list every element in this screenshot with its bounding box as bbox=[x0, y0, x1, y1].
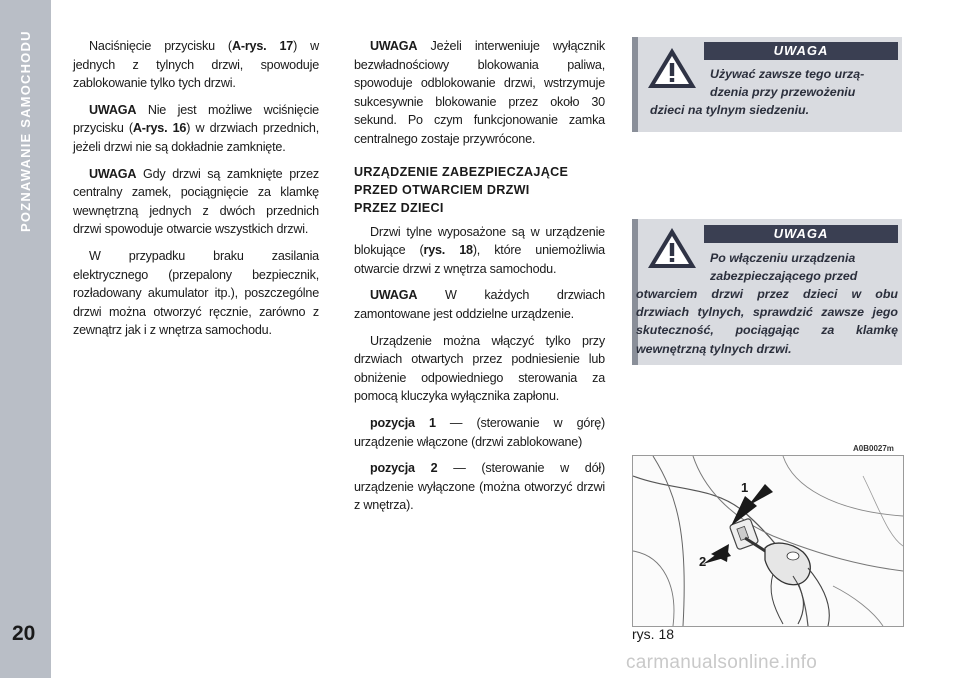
paragraph: UWAGA Jeżeli interweniuje wyłącznik bezwładnościowy blokowania paliwa, spowoduje odblokowanie drzwi, wstrzymuje sukcesywnie blokowanie przez około 30 sekund. Po czym funkcjonowanie zamka centralnego zostaje przywrócone. bbox=[354, 39, 605, 146]
warning-box-2 bbox=[632, 219, 902, 365]
door-lock-illustration bbox=[633, 456, 903, 626]
warning-title: UWAGA bbox=[704, 225, 898, 243]
figure-illustration bbox=[632, 455, 904, 627]
figure-code: A0B0027m bbox=[853, 444, 894, 453]
paragraph: pozycja 1 — (sterowanie w górę) urządzenie włączone (drzwi zablokowane) bbox=[354, 415, 605, 449]
warning-text: Używać zawsze tego urzą- dzenia przy przewożeniu bbox=[710, 67, 865, 100]
section-heading: URZĄDZENIE ZABEZPIECZAJĄCE PRZED OTWARCIEM DRZWI PRZEZ DZIECI bbox=[354, 164, 569, 215]
page-number: 20 bbox=[12, 622, 36, 645]
section-title: POZNAWANIE SAMOCHODU bbox=[18, 30, 33, 232]
watermark: carmanualsonline.info bbox=[626, 652, 818, 673]
warning-text: Po włączeniu urządzenia zabezpieczającego przed bbox=[710, 251, 858, 284]
figure-caption: rys. 18 bbox=[632, 626, 675, 642]
warning-box-1 bbox=[632, 37, 902, 132]
paragraph: Naciśnięcie przycisku (A-rys. 17) w jednych z tylnych drzwi, spowoduje zablokowanie tylko tych drzwi. bbox=[73, 39, 319, 91]
warning-triangle-icon bbox=[646, 45, 698, 91]
paragraph: Urządzenie można włączyć tylko przy drzwiach otwartych przez podniesienie lub obniżenie odpowiedniego sterowania za pomocą kluczyka wyłącznika zapłonu. bbox=[354, 333, 605, 404]
paragraph: Drzwi tylne wyposażone są w urządzenie blokujące (rys. 18), które uniemożliwia otwarcie drzwi z wnętrza samochodu. bbox=[354, 224, 605, 276]
position-label-1: 1 bbox=[741, 480, 749, 495]
warning-text-tail: dzieci na tylnym siedzeniu. bbox=[650, 103, 810, 117]
paragraph: pozycja 2 — (sterowanie w dół) urządzenie wyłączone (można otworzyć drzwi z wnętrza). bbox=[354, 461, 605, 513]
sidebar-band bbox=[0, 0, 51, 678]
warning-triangle-icon bbox=[646, 225, 698, 271]
text-column-left bbox=[73, 37, 319, 348]
paragraph: W przypadku braku zasilania elektrycznego (przepalony bezpiecznik, rozładowany akumulator itp.), poszczególne drzwi można otworzyć ręcznie, zarówno z zewnątrz jak i z wnętrza samochodu. bbox=[73, 248, 319, 338]
paragraph: UWAGA Nie jest możliwe wciśnięcie przycisku (A-rys. 16) w drzwiach przednich, jeżeli drzwi nie są dokładnie zamknięte. bbox=[73, 102, 320, 154]
warning-shadow bbox=[632, 37, 638, 132]
warning-text-tail: otwarciem drzwi przez dzieci w obu drzwiach tylnych, sprawdzić zawsze jego skuteczność, pociągając za klamkę wewnętrzną tylnych drzwi. bbox=[636, 287, 898, 356]
position-label-2: 2 bbox=[699, 554, 707, 569]
warning-title: UWAGA bbox=[704, 42, 898, 60]
paragraph: UWAGA W każdych drzwiach zamontowane jest oddzielne urządzenie. bbox=[354, 288, 605, 321]
text-column-middle bbox=[354, 37, 605, 523]
paragraph: UWAGA Gdy drzwi są zamknięte przez centralny zamek, pociągnięcie za klamkę wewnętrzną jednych z dwóch przednich drzwi spowoduje otwarcie wszystkich drzwi. bbox=[73, 166, 319, 237]
